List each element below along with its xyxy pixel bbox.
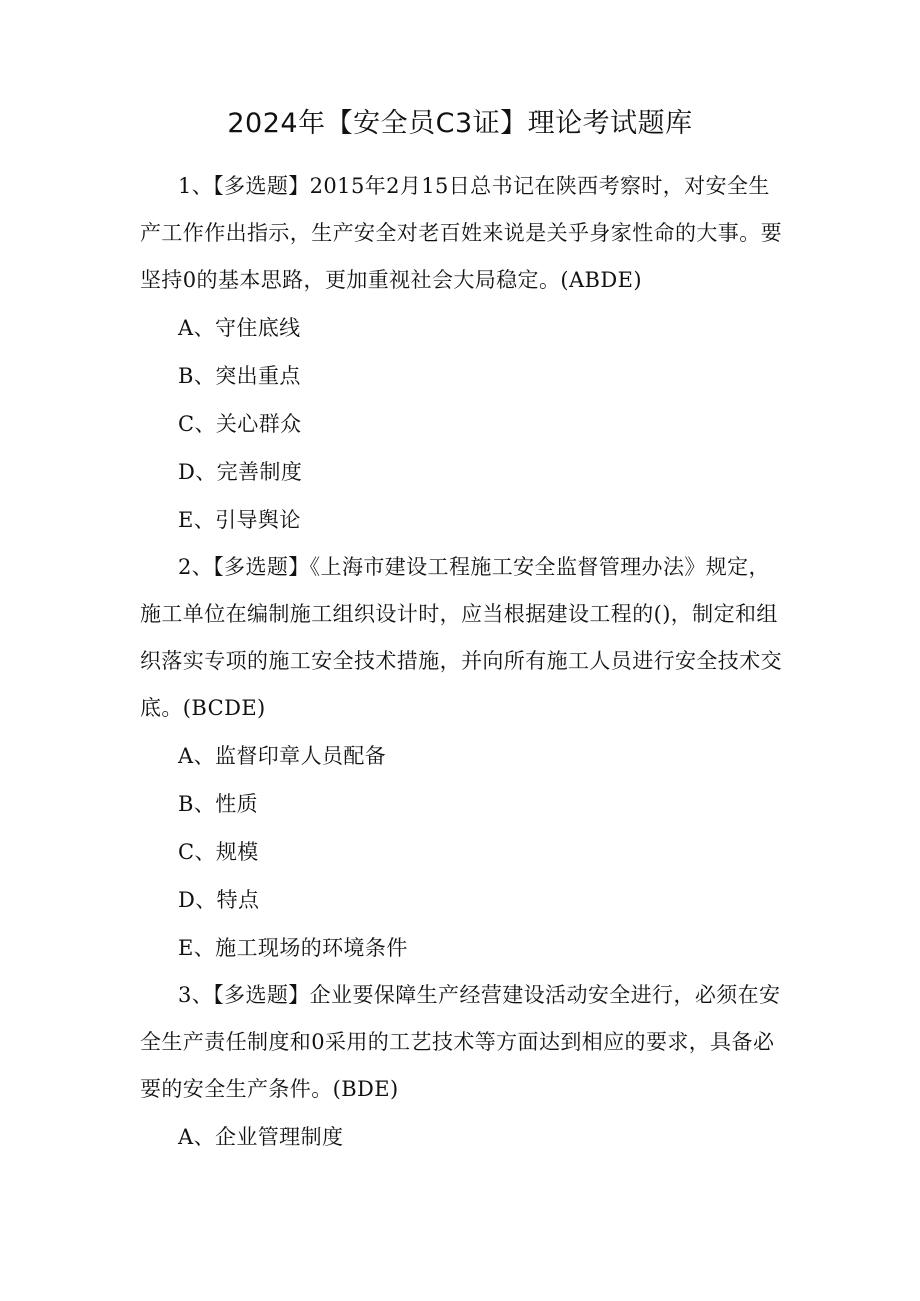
question-text: 2、【多选题】《上海市建设工程施工安全监督管理办法》规定，施工单位在编制施工组织设计时，应当根据建设工程的()，制定和组织落实专项的施工安全技术措施，并向所有施工人员进行安全技术交底。(BCDE) [140, 555, 782, 720]
question-text: 1、【多选题】2015年2月15日总书记在陕西考察时，对安全生产工作作出指示，生产安全对老百姓来说是关乎身家性命的大事。要坚持0的基本思路，更加重视社会大局稳定。(ABDE) [140, 174, 782, 292]
document-title: 2024年【安全员C3证】理论考试题库 [227, 108, 693, 139]
question-list [140, 163, 785, 1161]
option-c: C、关心群众 [178, 412, 302, 436]
option-e: E、施工现场的环境条件 [178, 936, 408, 960]
option-d: D、特点 [178, 888, 260, 912]
option-a: A、守住底线 [178, 316, 301, 340]
question-text: 3、【多选题】企业要保障生产经营建设活动安全进行，必须在安全生产责任制度和0采用的工艺技术等方面达到相应的要求，具备必要的安全生产条件。(BDE) [140, 983, 781, 1101]
option-e: E、引导舆论 [178, 508, 301, 532]
question-block [140, 544, 785, 972]
question-block [140, 163, 785, 544]
option-b: B、突出重点 [178, 364, 301, 388]
option-a: A、监督印章人员配备 [178, 744, 387, 768]
question-block [140, 972, 785, 1161]
option-c: C、规模 [178, 840, 259, 864]
option-b: B、性质 [178, 792, 259, 816]
option-d: D、完善制度 [178, 460, 303, 484]
option-a: A、企业管理制度 [178, 1125, 344, 1149]
